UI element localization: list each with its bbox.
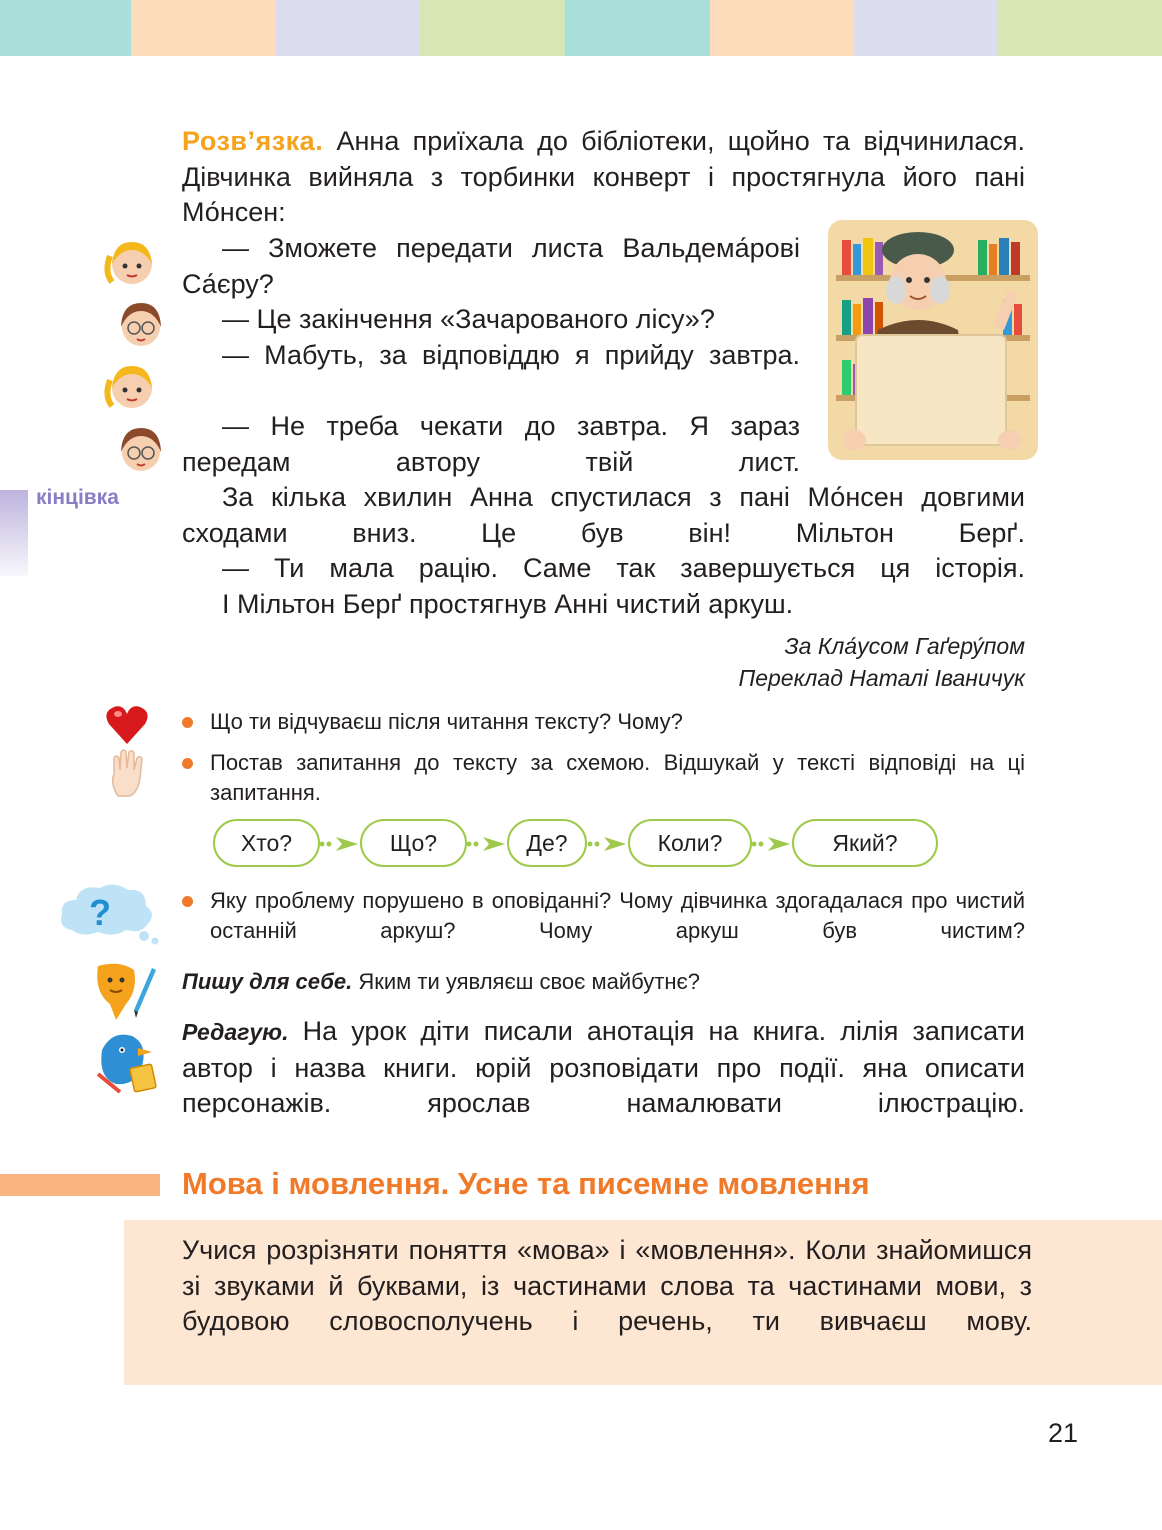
story-paragraph: За кілька хвилин Анна спустилася з пані Мо́нсен довгими сходами вниз. Це був він! Мільтон Берґ. <box>182 482 1025 548</box>
girl-blonde-icon <box>104 236 160 292</box>
scheme-node-what: Що? <box>360 819 467 867</box>
band-segment <box>420 0 565 56</box>
dialogue-line-6: — Ти мала рацію. Саме так завершується ця історія. <box>222 553 1025 583</box>
edit-text: На урок діти писали анотація на книга. лілія записати автор і назва книги. юрій розповідати про події. яна описати персонажів. ярослав намалювати ілюстрацію. <box>182 1016 1025 1119</box>
edit-label: Редагую. <box>182 1019 289 1045</box>
top-color-band <box>0 0 1162 56</box>
story-final-line: І Мільтон Берґ простягнув Анні чистий аркуш. <box>222 589 794 619</box>
question-3 <box>182 886 1025 946</box>
band-segment <box>998 0 1162 56</box>
dialogue-line-2: — Це закінчення «Зачарованого лісу»? <box>222 304 715 334</box>
side-tag: кінцівка <box>36 486 119 509</box>
question-cloud-icon <box>58 880 164 946</box>
section-title: Мова і мовлення. Усне та писемне мовлення <box>182 1166 870 1201</box>
question-3-text: Яку проблему порушено в оповіданні? Чому дівчинка здогадалася про чистий останній аркуш? Чому аркуш був чистим? <box>210 888 1025 943</box>
hand-icon <box>106 748 150 798</box>
write-text: Яким ти уявляєш своє майбутнє? <box>358 969 700 994</box>
scheme-arrow <box>586 835 630 853</box>
resolution-heading: Розв’язка. <box>182 126 324 156</box>
band-segment <box>0 0 131 56</box>
librarian-illustration <box>828 220 1038 460</box>
girl-blonde-icon <box>104 360 160 416</box>
dialogue-line-4: — Не треба чекати до завтра. Я зараз передам автору твій лист. <box>182 411 800 477</box>
scheme-node-where: Де? <box>507 819 587 867</box>
svg-text:?: ? <box>89 892 111 933</box>
author-credit: За Кла́усом Гаґеру́пом <box>784 633 1025 659</box>
heart-icon <box>104 702 150 748</box>
question-2-text: Постав запитання до тексту за схемою. Відшукай у тексті відповіді на ці запитання. <box>210 750 1025 805</box>
story-intro <box>182 124 1025 231</box>
scheme-node-when: Коли? <box>628 819 752 867</box>
translator-credit: Переклад Наталі Іваничук <box>738 665 1025 691</box>
dialogue-line-3: — Мабуть, за відповіддю я прийду завтра. <box>222 340 800 370</box>
section-accent-bar <box>0 1174 160 1196</box>
story-intro-text: Анна приїхала до бібліотеки, щойно та відчинилася. Дівчинка вийняла з торбинки конверт і простягнула його пані Мо́нсен: <box>182 126 1025 228</box>
band-segment <box>276 0 420 56</box>
scheme-arrow <box>750 835 794 853</box>
question-2 <box>182 748 1025 808</box>
bird-character-icon <box>92 1030 162 1096</box>
pen-character-icon <box>90 960 158 1022</box>
scheme-node-which: Який? <box>792 819 938 867</box>
band-segment <box>854 0 998 56</box>
scheme-arrow <box>465 835 509 853</box>
rule-text-content: Учися розрізняти поняття «мова» і «мовлення». Коли знайомишся зі звуками й буквами, із частинами слова та частинами мови, з будовою словосполучень і речень, ти вивчаєш мову. <box>182 1235 1032 1337</box>
rule-text <box>182 1233 1032 1340</box>
side-tag-bar <box>0 490 28 576</box>
write-label: Пишу для себе. <box>182 969 353 994</box>
editing-task <box>182 1014 1025 1122</box>
band-segment <box>710 0 854 56</box>
scheme-arrow <box>318 835 362 853</box>
scheme-node-who: Хто? <box>213 819 320 867</box>
question-1: Що ти відчуваєш після читання тексту? Чому? <box>182 707 1025 737</box>
page-number: 21 <box>1048 1418 1079 1448</box>
girl-glasses-icon <box>116 299 166 351</box>
band-segment <box>565 0 710 56</box>
dialogue-line-1: — Зможете передати листа Вальдема́рові Са́єру? <box>182 233 800 299</box>
band-segment <box>131 0 276 56</box>
write-for-self <box>182 967 1025 997</box>
girl-glasses-icon <box>116 424 166 476</box>
